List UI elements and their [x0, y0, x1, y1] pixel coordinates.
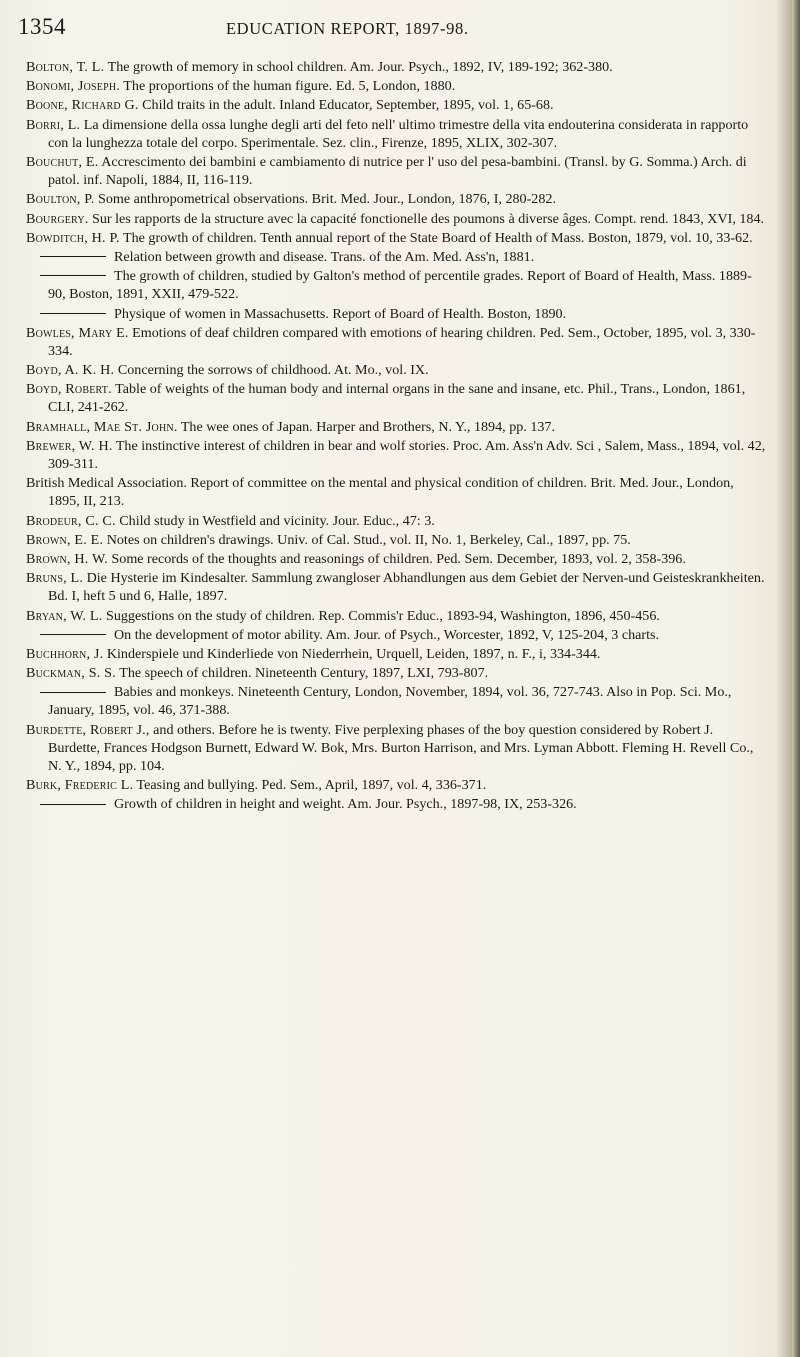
entry-text: Kinderspiele und Kinderliede von Niederrhein, Urquell, Leiden, 1897, n. F., i, 334-344. [103, 645, 601, 662]
bibliography-entry [26, 645, 768, 663]
entry-author: Bouchut, E. [26, 153, 99, 170]
entry-author: Brewer, W. H. [26, 437, 113, 454]
entry-text: Notes on children's drawings. Univ. of Cal. Stud., vol. II, No. 1, Berkeley, Cal., 1897, pp. 75. [103, 531, 631, 548]
entry-text: Suggestions on the study of children. Rep. Commis'r Educ., 1893-94, Washington, 1896, 450-456. [102, 607, 660, 624]
bibliography-entry [26, 153, 768, 189]
bibliography-entry [26, 795, 768, 813]
bibliography-entry [26, 190, 768, 208]
entry-author: Boone, Richard G. [26, 97, 139, 114]
entry-author: Buchhorn, J. [26, 645, 104, 662]
entry-text: Accrescimento dei bambini e cambiamento di nutrice per l' uso del pesa-bambini. (Transl. by G. Somma.) Arch. di patol. inf. Napoli, 1884, II, 116-119. [48, 153, 747, 189]
entry-author: Bolton, T. L. [26, 59, 105, 75]
bibliography-entry [26, 324, 768, 360]
entry-text: Table of weights of the human body and internal organs in the sane and insane, etc. Phil., Trans., London, 1861, CLI, 241-262. [48, 381, 746, 416]
entry-text: British Medical Association. Report of committee on the mental and physical condition of children. Brit. Med. Jour., London, 1895, II, 213. [26, 475, 734, 510]
entry-text: The speech of children. Nineteenth Century, 1897, LXI, 793-807. [115, 665, 489, 682]
bibliography-entry [26, 721, 768, 775]
entry-text: and others. Before he is twenty. Five perplexing phases of the boy question considered by Robert J. Burdette, Frances Hodgson Burnett, Edward W. Bok, Mrs. Burton Harrison, and Mrs. Lyman Abbott. Fleming H. Revell Co., N. Y., 1894, pp. 104. [48, 721, 754, 774]
entry-author: Burk, Frederic L. [26, 777, 134, 794]
bibliography-entry [26, 116, 768, 152]
bibliography-entry [26, 550, 768, 568]
entry-text: The growth of memory in school children. Am. Jour. Psych., 1892, IV, 189-192; 362-380. [104, 59, 613, 75]
entry-text: Babies and monkeys. Nineteenth Century, London, November, 1894, vol. 36, 727-743. Also in Pop. Sci. Mo., January, 1895, vol. 46, 371-388. [48, 684, 732, 719]
bibliography-entry [26, 437, 768, 473]
entry-author: Buckman, S. S. [26, 665, 116, 682]
entry-text: Some records of the thoughts and reasonings of children. Ped. Sem. December, 1893, vol. 2, 358-396. [107, 550, 686, 567]
bibliography-entry [26, 512, 768, 530]
entry-author: Brown, H. W. [26, 550, 108, 567]
bibliography-entry [26, 361, 768, 379]
ditto-dash [40, 804, 106, 805]
bibliography-entry [26, 77, 768, 95]
ditto-dash [40, 692, 106, 693]
entry-author: Brodeur, C. C. [26, 512, 116, 529]
bibliography-entry [26, 305, 768, 323]
entry-author: Burdette, Robert J., [26, 721, 150, 738]
entry-text: The proportions of the human figure. Ed. 5, London, 1880. [120, 78, 456, 95]
entry-text: Relation between growth and disease. Trans. of the Am. Med. Ass'n, 1881. [114, 248, 535, 265]
page-header [18, 14, 778, 44]
bibliography-entry [26, 474, 768, 510]
bibliography-entry [26, 96, 768, 114]
entry-author: Bryan, W. L. [26, 607, 103, 624]
entry-text: The growth of children. Tenth annual report of the State Board of Health of Mass. Boston, 1879, vol. 10, 33-62. [119, 229, 753, 246]
bibliography-entry [26, 229, 768, 247]
bibliography-entry [26, 248, 768, 266]
ditto-dash [40, 256, 106, 257]
entry-author: Boyd, Robert. [26, 381, 112, 398]
bibliography-entry [26, 626, 768, 644]
entry-text: Sur les rapports de la structure avec la capacité fonctionelle des poumons à diverse âges. Compt. rend. 1843, XVI, 184. [88, 210, 765, 227]
ditto-dash [40, 275, 106, 276]
entry-author: Brown, E. E. [26, 531, 104, 548]
ditto-dash [40, 313, 106, 314]
bibliography-entry [26, 683, 768, 719]
bibliography-entry [26, 58, 768, 76]
entry-author: Bourgery. [26, 210, 89, 227]
running-head: EDUCATION REPORT, 1897-98. [226, 19, 469, 38]
entry-author: Bruns, L. [26, 570, 84, 587]
scan-edge [792, 0, 800, 1357]
entry-text: Child traits in the adult. Inland Educator, September, 1895, vol. 1, 65-68. [138, 97, 554, 114]
entry-text: La dimensione della ossa lunghe degli arti del feto nell' ultimo trimestre della vita endouterina considerata in rapporto con la lunghezza totale del corpo. Sperimentale. Sez. clin., Firenze, 1895, XLIX, 302-307. [48, 116, 749, 151]
entry-text: Teasing and bullying. Ped. Sem., April, 1897, vol. 4, 336-371. [133, 777, 487, 794]
page-number: 1354 [18, 14, 66, 39]
entry-author: Bramhall, Mae St. John. [26, 418, 178, 435]
entry-author: Boulton, P. [26, 191, 95, 208]
bibliography-list [26, 58, 768, 815]
entry-author: Bowles, Mary E. [26, 324, 129, 341]
entry-text: Some anthropometrical observations. Brit. Med. Jour., London, 1876, I, 280-282. [94, 191, 556, 208]
entry-author: Borri, L. [26, 116, 81, 133]
bibliography-entry [26, 380, 768, 416]
bibliography-entry [26, 664, 768, 682]
entry-text: The wee ones of Japan. Harper and Brothers, N. Y., 1894, pp. 137. [177, 418, 555, 435]
bibliography-entry [26, 569, 768, 605]
entry-text: Growth of children in height and weight. Am. Jour. Psych., 1897-98, IX, 253-326. [114, 796, 577, 813]
ditto-dash [40, 634, 106, 635]
entry-text: Emotions of deaf children compared with emotions of hearing children. Ped. Sem., October, 1895, vol. 3, 330-334. [48, 324, 756, 359]
bibliography-entry [26, 607, 768, 625]
entry-author: Boyd, A. K. H. [26, 362, 115, 379]
entry-text: Concerning the sorrows of childhood. At. Mo., vol. IX. [114, 362, 429, 379]
bibliography-entry [26, 267, 768, 303]
entry-text: On the development of motor ability. Am. Jour. of Psych., Worcester, 1892, V, 125-204, 3 charts. [114, 626, 660, 643]
entry-text: The instinctive interest of children in bear and wolf stories. Proc. Am. Ass'n Adv. Sci , Salem, Mass., 1894, vol. 42, 309-311. [48, 437, 766, 472]
bibliography-entry [26, 531, 768, 549]
entry-text: Child study in Westfield and vicinity. Jour. Educ., 47: 3. [115, 512, 435, 529]
entry-author: Bowditch, H. P. [26, 229, 120, 246]
entry-text: The growth of children, studied by Galton's method of percentile grades. Report of Board of Health, Mass. 1889-90, Boston, 1891, XXII, 479-522. [48, 268, 752, 303]
entry-text: Die Hysterie im Kindesalter. Sammlung zwangloser Abhandlungen aus dem Gebiet der Nerven-und Geisteskrankheiten. Bd. I, heft 5 und 6, Halle, 1897. [48, 570, 765, 605]
bibliography-entry [26, 776, 768, 794]
bibliography-entry [26, 418, 768, 436]
entry-text: Physique of women in Massachusetts. Report of Board of Health. Boston, 1890. [114, 305, 567, 322]
bibliography-entry [26, 210, 768, 228]
entry-author: Bonomi, Joseph. [26, 78, 121, 95]
